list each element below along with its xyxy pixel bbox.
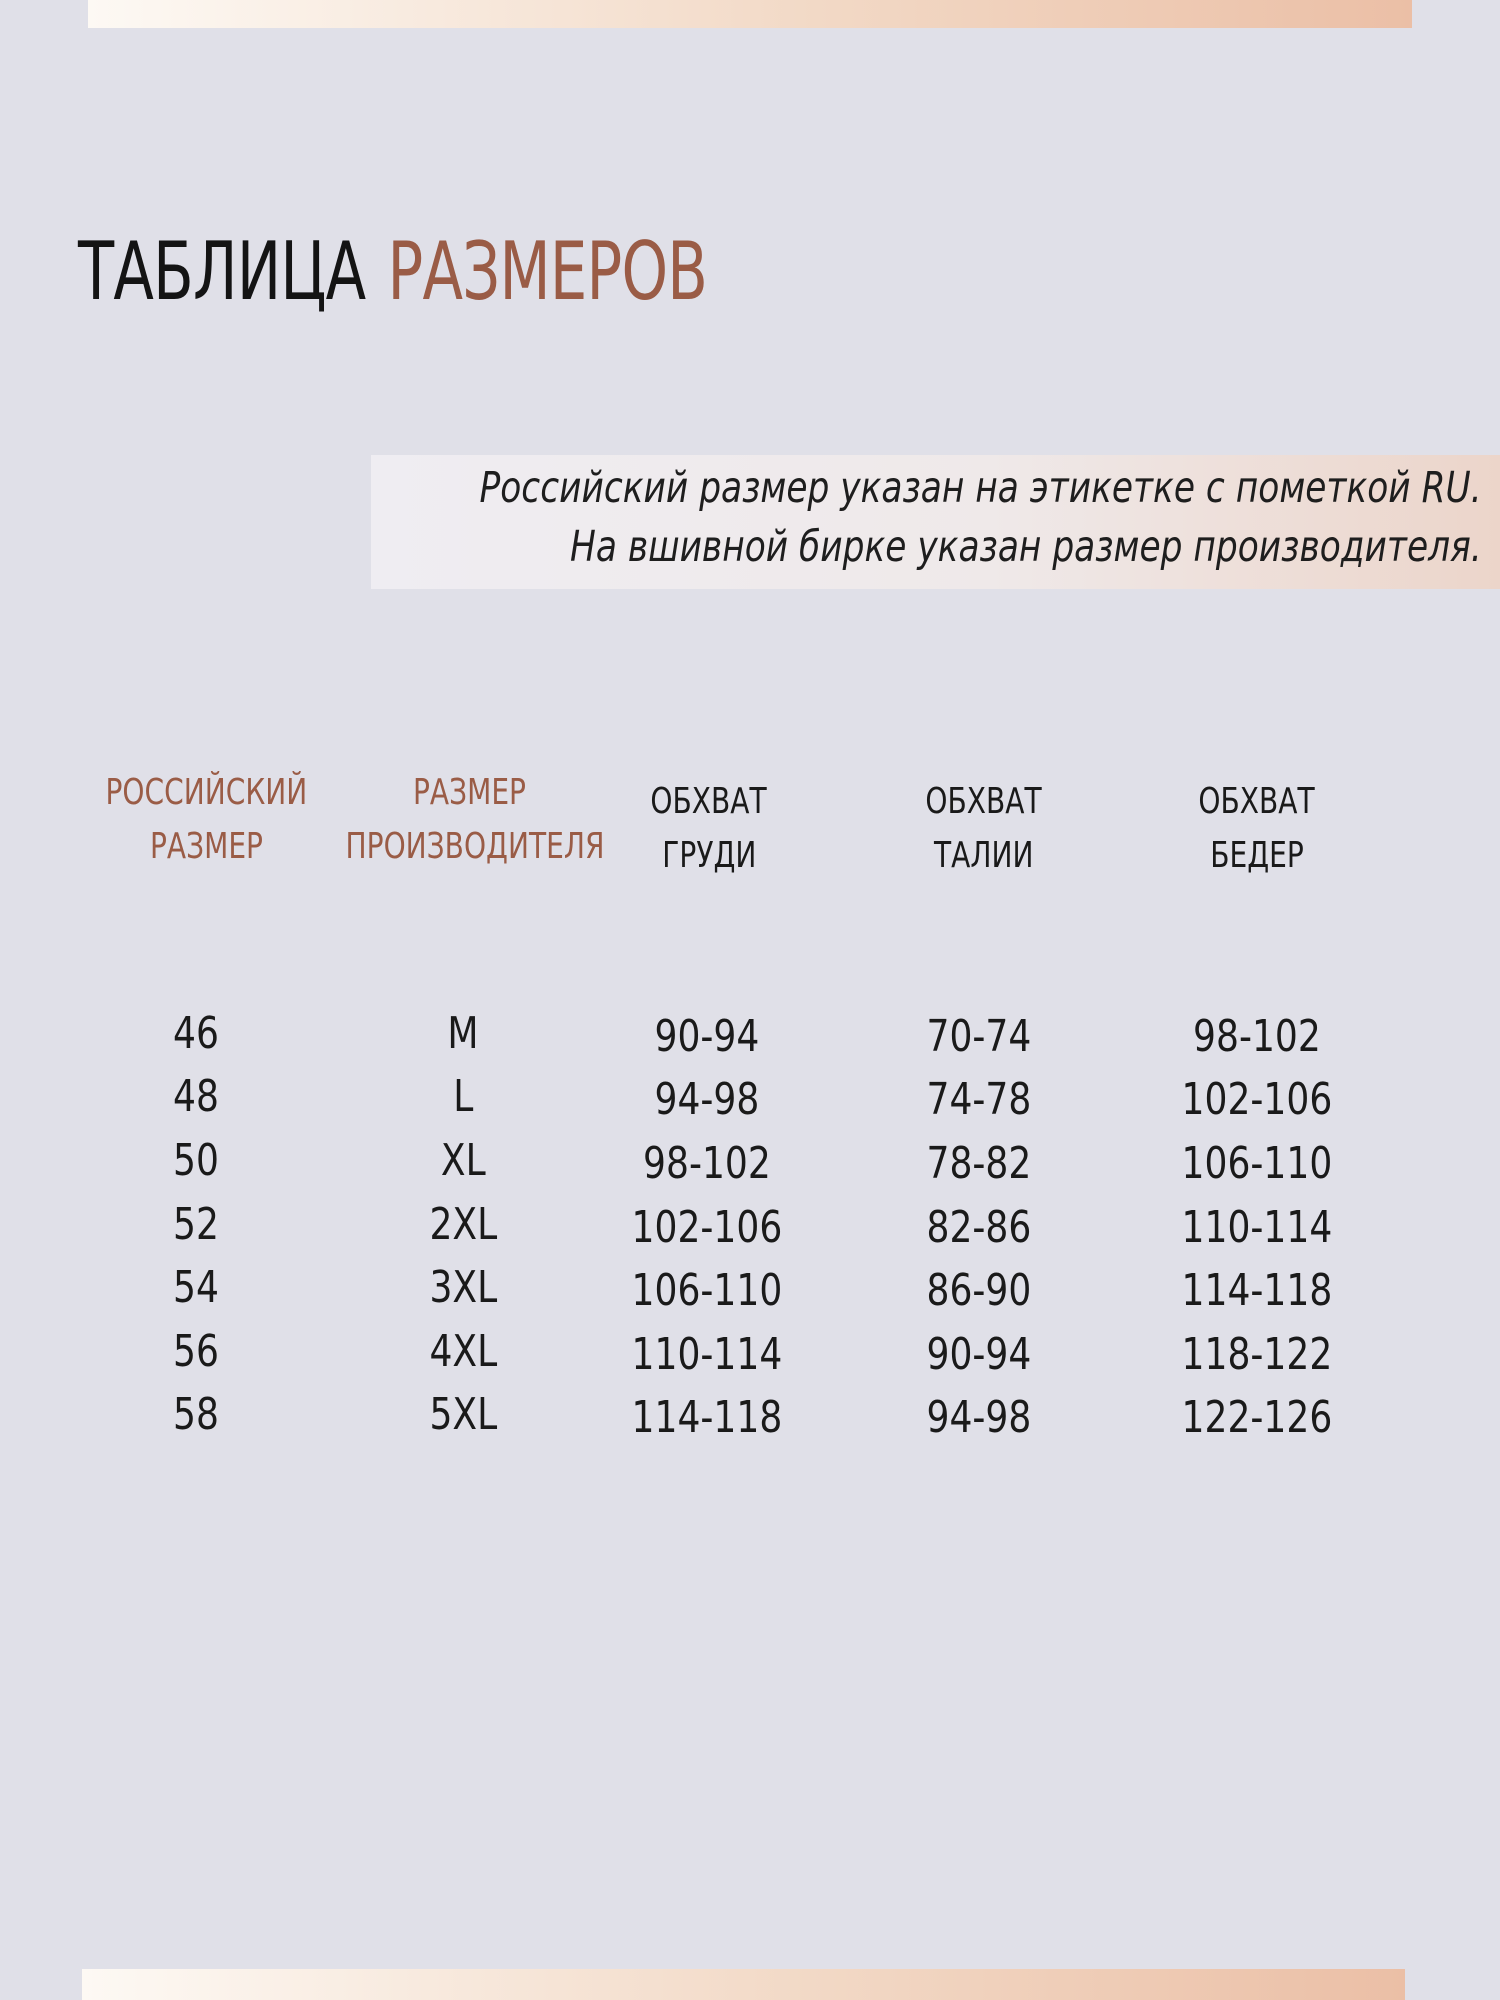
table-cell-hips: 106-110 xyxy=(1181,1138,1333,1189)
table-cell-chest: 106-110 xyxy=(631,1265,783,1316)
table-cell-manufacturer-size: L xyxy=(452,1071,474,1122)
size-note-line-2: На вшивной бирке указан размер производителя. xyxy=(570,522,1482,572)
table-cell-waist: 86-90 xyxy=(926,1265,1032,1316)
table-cell-hips: 110-114 xyxy=(1181,1202,1333,1253)
header-hips: ОБХВАТ БЕДЕР xyxy=(1198,781,1316,876)
table-cell-chest: 98-102 xyxy=(643,1138,771,1189)
table-cell-hips: 102-106 xyxy=(1181,1074,1333,1125)
table-cell-waist: 70-74 xyxy=(926,1011,1032,1062)
table-cell-waist: 90-94 xyxy=(926,1329,1032,1380)
header-waist: ОБХВАТ ТАЛИИ xyxy=(925,781,1043,876)
header-chest: ОБХВАТ ГРУДИ xyxy=(650,781,768,876)
table-cell-chest: 94-98 xyxy=(654,1074,760,1125)
table-cell-chest: 114-118 xyxy=(631,1392,783,1443)
page-title-part1: ТАБЛИЦА xyxy=(78,225,366,318)
table-cell-russian-size: 58 xyxy=(173,1389,219,1440)
bottom-decorative-stripe xyxy=(82,1969,1405,2000)
table-cell-manufacturer-size: M xyxy=(447,1008,479,1059)
table-cell-hips: 118-122 xyxy=(1181,1329,1333,1380)
table-cell-russian-size: 52 xyxy=(173,1199,219,1250)
table-cell-waist: 82-86 xyxy=(926,1202,1032,1253)
table-cell-manufacturer-size: 3XL xyxy=(429,1262,497,1313)
table-cell-russian-size: 56 xyxy=(173,1326,219,1377)
header-manufacturer-size: РАЗМЕР ПРОИЗВОДИТЕЛЯ xyxy=(345,772,605,867)
table-cell-manufacturer-size: 5XL xyxy=(429,1389,497,1440)
table-cell-waist: 78-82 xyxy=(926,1138,1032,1189)
table-cell-russian-size: 46 xyxy=(173,1008,219,1059)
table-cell-waist: 94-98 xyxy=(926,1392,1032,1443)
table-cell-russian-size: 48 xyxy=(173,1071,219,1122)
table-cell-russian-size: 54 xyxy=(173,1262,219,1313)
header-russian-size: РОССИЙСКИЙ РАЗМЕР xyxy=(105,772,307,867)
page-title-part2: РАЗМЕРОВ xyxy=(387,225,708,318)
table-cell-chest: 90-94 xyxy=(654,1011,760,1062)
table-cell-manufacturer-size: XL xyxy=(440,1135,486,1186)
size-note-line-1: Российский размер указан на этикетке с пометкой RU. xyxy=(479,463,1482,513)
table-cell-waist: 74-78 xyxy=(926,1074,1032,1125)
table-cell-hips: 122-126 xyxy=(1181,1392,1333,1443)
table-cell-manufacturer-size: 4XL xyxy=(429,1326,497,1377)
table-cell-chest: 102-106 xyxy=(631,1202,783,1253)
table-cell-chest: 110-114 xyxy=(631,1329,783,1380)
table-cell-hips: 114-118 xyxy=(1181,1265,1333,1316)
table-cell-manufacturer-size: 2XL xyxy=(429,1199,497,1250)
table-cell-hips: 98-102 xyxy=(1193,1011,1321,1062)
table-cell-russian-size: 50 xyxy=(173,1135,219,1186)
